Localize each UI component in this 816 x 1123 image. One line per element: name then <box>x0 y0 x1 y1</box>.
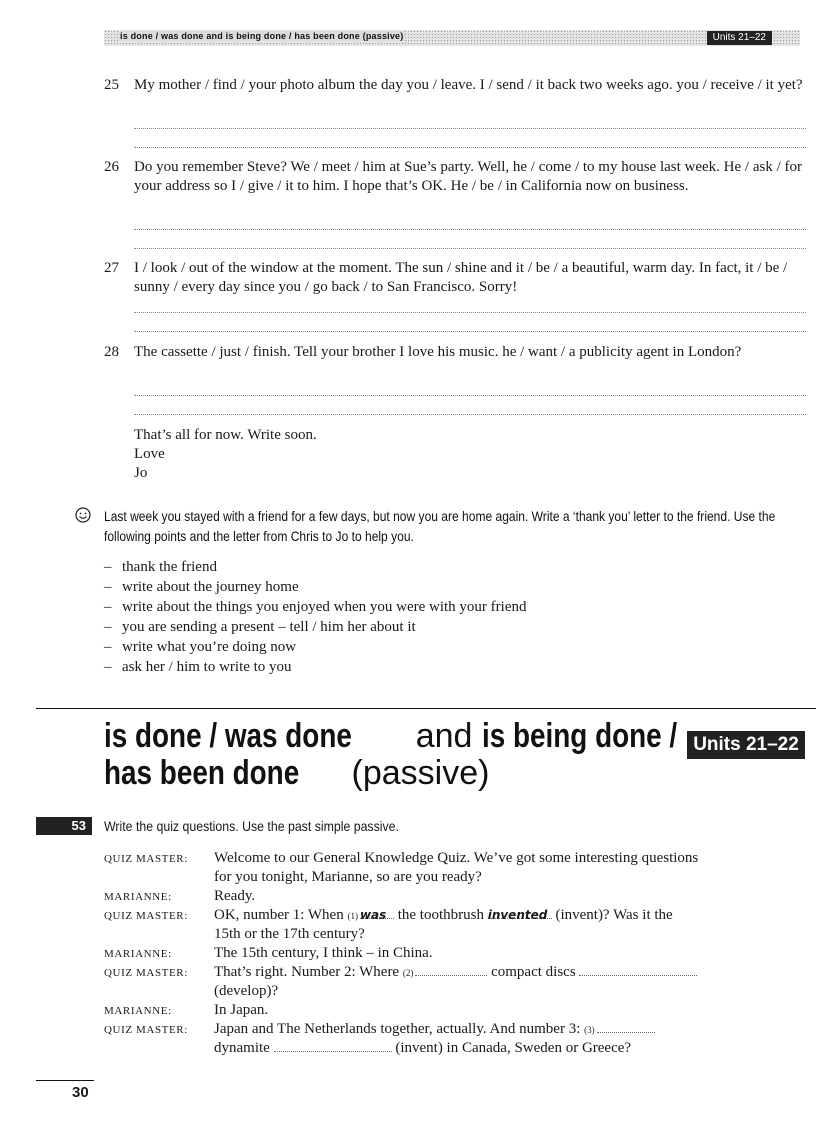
section-heading: is done / was done and is being done / has been done (passive) <box>104 717 678 792</box>
closing-line: That’s all for now. Write soon. <box>134 427 317 443</box>
answer-line[interactable] <box>134 312 806 313</box>
answer-line[interactable] <box>134 248 806 249</box>
answer-gap-2b[interactable] <box>579 963 697 976</box>
section-divider <box>36 708 816 709</box>
closing-signature: Jo <box>134 465 148 481</box>
list-item: – you are sending a present – tell / him her about it <box>104 619 416 635</box>
speaker-label: QUIZ MASTER: <box>104 853 188 865</box>
answer-line[interactable] <box>134 395 806 396</box>
answer-gap-3b[interactable] <box>274 1039 392 1052</box>
list-item: – write about the things you enjoyed when you were with your friend <box>104 599 527 615</box>
speaker-label: MARIANNE: <box>104 1005 172 1017</box>
exercise-instruction: Write the quiz questions. Use the past simple passive. <box>104 818 399 834</box>
item-number: 27 <box>104 260 119 276</box>
top-units-badge: Units 21–22 <box>707 31 772 45</box>
item-number: 25 <box>104 77 119 93</box>
top-banner-title: is done / was done and is being done / has been done (passive) <box>120 31 404 41</box>
item-number: 28 <box>104 344 119 360</box>
answer-gap-1b[interactable]: invented <box>488 906 552 919</box>
page-number: 30 <box>72 1084 89 1101</box>
item-text: The cassette / just / finish. Tell your brother I love his music. he / want / a publicity agent in London? <box>134 344 742 360</box>
answer-line[interactable] <box>134 128 806 129</box>
task-points <box>104 557 527 677</box>
list-item: – write about the journey home <box>104 579 299 595</box>
speaker-label: QUIZ MASTER: <box>104 1024 188 1036</box>
item-text: I / look / out of the window at the moment. The sun / shine and it / be / a beautiful, warm day. In fact, it / be / sunny / every day since you / go back / to San Francisco. Sorry! <box>134 260 788 295</box>
answer-line[interactable] <box>134 331 806 332</box>
smiley-icon <box>75 507 91 523</box>
list-item: – ask her / him to write to you <box>104 659 292 675</box>
item-number: 26 <box>104 159 119 175</box>
exercise-number: 53 <box>36 817 92 835</box>
list-item: – thank the friend <box>104 559 217 575</box>
answer-line[interactable] <box>134 229 806 230</box>
item-text: My mother / find / your photo album the day you / leave. I / send / it back two weeks ago. you / receive / it yet? <box>134 77 803 93</box>
top-banner <box>104 30 800 46</box>
units-badge: Units 21–22 <box>687 731 805 759</box>
closing-love: Love <box>134 446 165 462</box>
answer-gap-2a[interactable] <box>415 963 487 976</box>
speaker-label: QUIZ MASTER: <box>104 967 188 979</box>
speaker-label: QUIZ MASTER: <box>104 910 188 922</box>
page-number-rule <box>36 1080 94 1081</box>
answer-gap-3a[interactable] <box>597 1020 655 1033</box>
task-instruction: Last week you stayed with a friend for a few days, but now you are home again. Write a ‘thank you’ letter to the friend. Use the following points and the letter from Chris to Jo to help you. <box>104 508 776 544</box>
speaker-label: MARIANNE: <box>104 891 172 903</box>
list-item: – write what you’re doing now <box>104 639 297 655</box>
speaker-label: MARIANNE: <box>104 948 172 960</box>
answer-line[interactable] <box>134 147 806 148</box>
answer-line[interactable] <box>134 414 806 415</box>
answer-gap-1[interactable]: was <box>360 906 394 919</box>
item-text: Do you remember Steve? We / meet / him at Sue’s party. Well, he / come / to my house last week. He / ask / for your address so I / give / it to him. I hope that’s OK. He / be / in California now on business. <box>134 159 802 194</box>
